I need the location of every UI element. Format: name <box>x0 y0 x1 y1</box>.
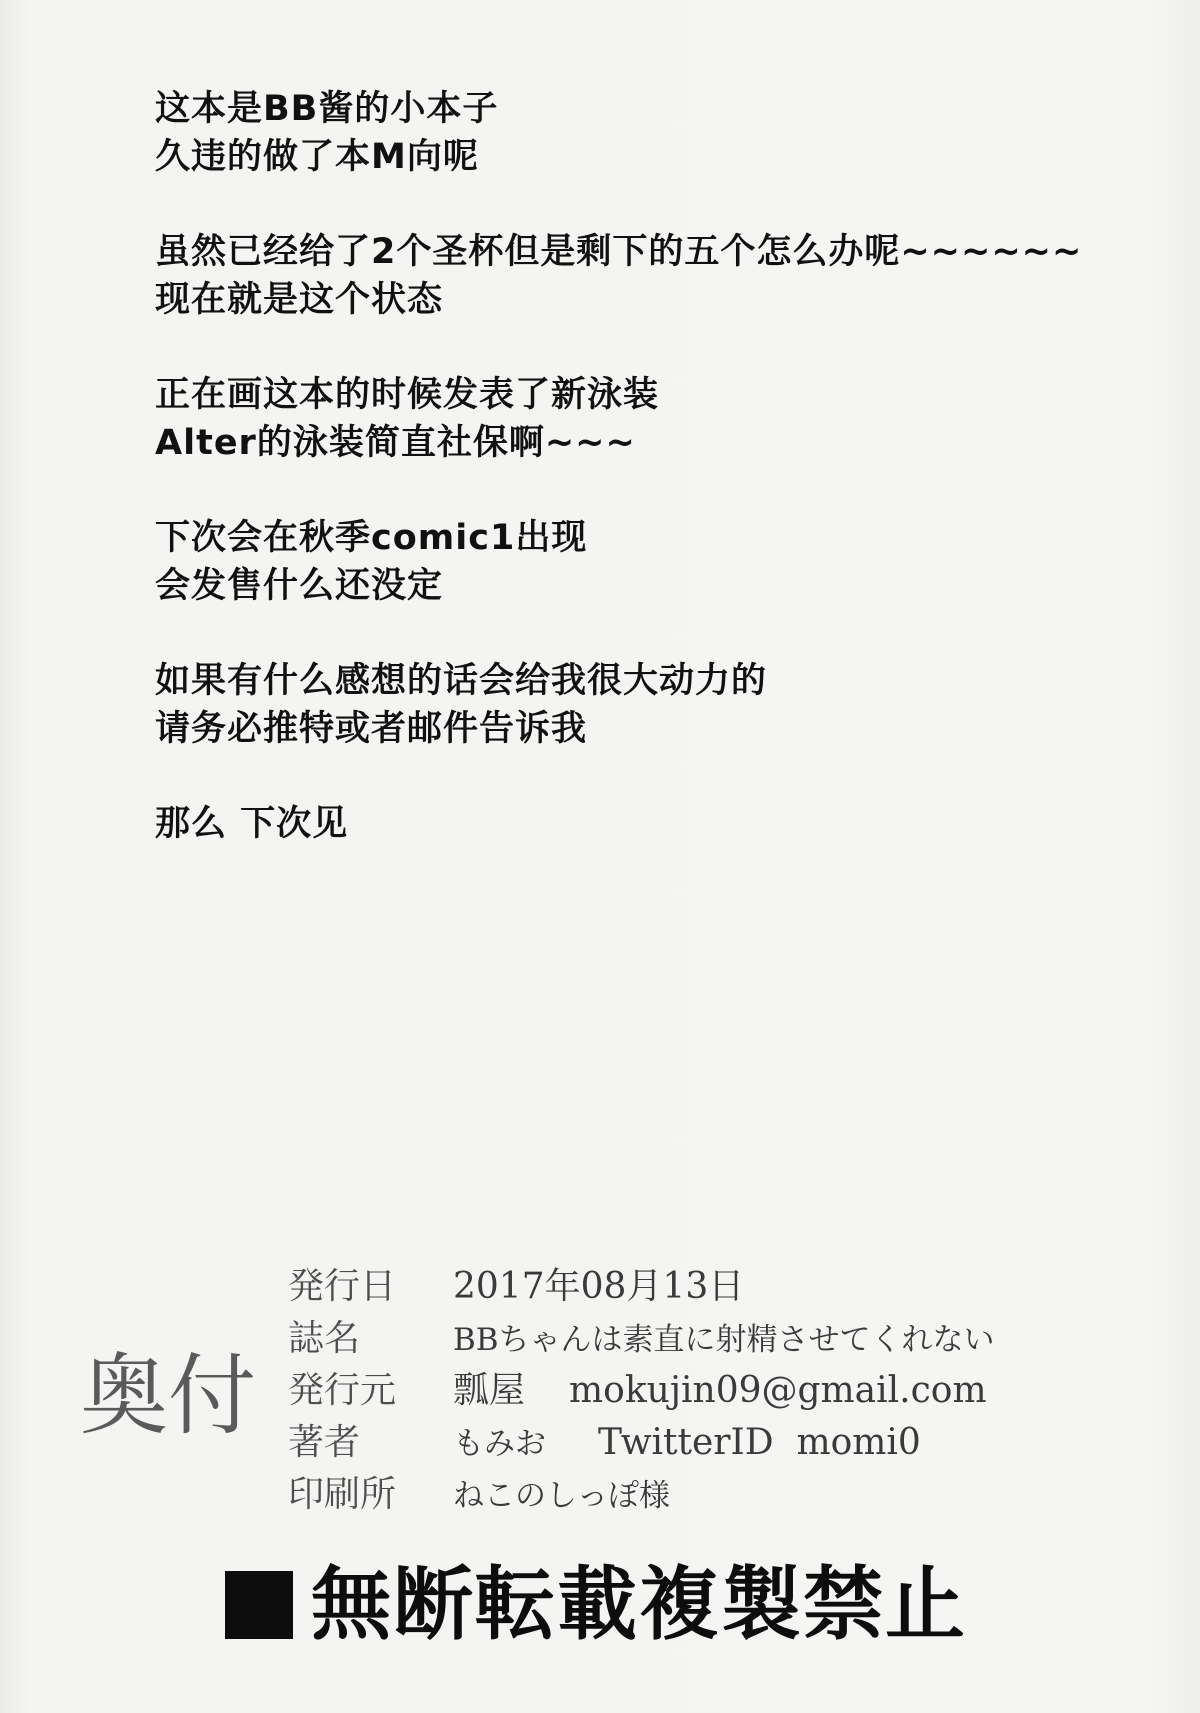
publisher-label: 発行元 <box>288 1370 397 1411</box>
colophon <box>80 1258 1140 1515</box>
afterword-line: 久违的做了本M向呢 <box>155 137 479 177</box>
colophon-row-date <box>288 1258 1128 1310</box>
magazine-label: 誌名 <box>288 1318 361 1359</box>
colophon-fields <box>288 1258 1128 1518</box>
colophon-row-author <box>288 1414 1128 1466</box>
colophon-title: 奥付 <box>80 1344 257 1447</box>
afterword-line: 会发售什么还没定 <box>155 566 444 606</box>
afterword-paragraph-2 <box>155 228 1115 324</box>
author-name: もみお <box>453 1426 546 1462</box>
date-value: 2017年08月13日 <box>453 1266 745 1307</box>
colophon-row-title <box>288 1310 1128 1362</box>
publisher-name: 瓢屋 <box>453 1370 526 1411</box>
afterword-line: 现在就是这个状态 <box>155 280 444 320</box>
printer-value: ねこのしっぽ様 <box>453 1478 670 1514</box>
afterword-line: 如果有什么感想的话会给我很大动力的 <box>155 661 768 701</box>
afterword-paragraph-3 <box>155 371 1115 467</box>
author-twitter: TwitterID momi0 <box>598 1422 921 1463</box>
afterword-line: 正在画这本的时候发表了新泳装 <box>155 375 660 415</box>
printer-label: 印刷所 <box>288 1474 397 1515</box>
afterword-paragraph-6 <box>155 800 1115 848</box>
magazine-value: BBちゃんは素直に射精させてくれない <box>453 1322 995 1358</box>
date-label: 発行日 <box>288 1266 397 1307</box>
afterword-paragraph-1 <box>155 85 1115 181</box>
copyright-notice <box>225 1545 1125 1665</box>
colophon-row-printer <box>288 1466 1128 1518</box>
copyright-notice-text: 無断転載複製禁止 <box>311 1558 967 1651</box>
afterword-paragraph-5 <box>155 657 1115 753</box>
afterword-line: Alter的泳装简直社保啊~~~ <box>155 423 636 463</box>
afterword-line: 虽然已经给了2个圣杯但是剩下的五个怎么办呢~~~~~~ <box>155 232 1083 272</box>
afterword-notes <box>155 85 1115 895</box>
black-square-icon <box>225 1571 293 1639</box>
afterword-line: 下次会在秋季comic1出现 <box>155 518 588 558</box>
afterword-paragraph-4 <box>155 514 1115 610</box>
afterword-line: 这本是BB酱的小本子 <box>155 89 499 129</box>
afterword-line: 那么 下次见 <box>155 804 349 844</box>
afterword-line: 请务必推特或者邮件告诉我 <box>155 709 588 749</box>
author-label: 著者 <box>288 1422 361 1463</box>
publisher-email: mokujin09@gmail.com <box>569 1370 987 1411</box>
colophon-row-publisher <box>288 1362 1128 1414</box>
